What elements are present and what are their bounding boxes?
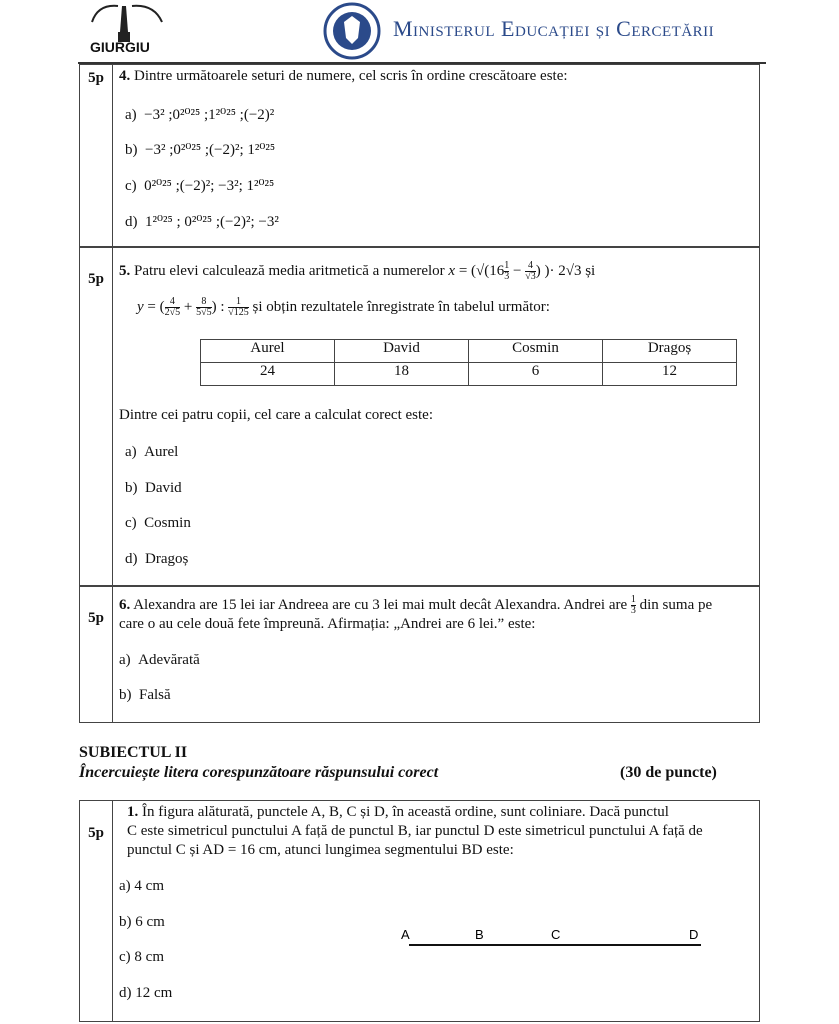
question-prompt: Dintre cei patru copii, cel care a calculat corect este:	[119, 407, 433, 423]
point-a-label: A	[401, 927, 410, 942]
option-a[interactable]: a) −3² ;0²⁰²⁵ ;1²⁰²⁵ ;(−2)²	[125, 107, 275, 123]
question-text-2: C este simetricul punctului A față de punctul B, iar punctul D este simetricul punctului A față de	[127, 823, 703, 839]
option-b[interactable]: b) David	[125, 480, 182, 496]
results-table	[200, 339, 737, 386]
option-c[interactable]: c) Cosmin	[125, 515, 191, 531]
table-header: Cosmin	[469, 340, 603, 363]
question-number: 5.	[119, 262, 131, 279]
government-seal	[322, 2, 382, 60]
section2-question-1-box	[79, 800, 760, 1022]
option-d[interactable]: d) 1²⁰²⁵ ; 0²⁰²⁵ ;(−2)²; −3²	[125, 214, 279, 230]
question-text-cont: din suma pe	[639, 596, 713, 613]
conjunction: și	[585, 262, 596, 279]
points: 5p	[88, 825, 104, 841]
question-number: 1.	[127, 804, 139, 820]
ministry-title: Ministerul Educației și Cercetării	[393, 16, 715, 41]
table-cell: 6	[469, 363, 603, 386]
question-text-2: care o au cele două fete împreună. Afirmația: „Andrei are 6 lei.” este:	[119, 616, 536, 632]
points: 5p	[88, 271, 104, 287]
table-cell: 18	[335, 363, 469, 386]
table-cell: 12	[603, 363, 737, 386]
table-header: Aurel	[201, 340, 335, 363]
option-b[interactable]: b) Falsă	[119, 687, 171, 703]
question-text-2: și obțin rezultatele înregistrate în tabelul următor:	[252, 298, 550, 315]
question-text: Patru elevi calculează media aritmetică a numerelor	[134, 262, 445, 279]
section-points: (30 de puncte)	[620, 764, 717, 781]
section-instruction: Încercuiește litera corespunzătoare răspunsului corect	[79, 764, 439, 781]
logo-name: GIURGIU	[90, 39, 150, 55]
isj-giurgiu-logo	[88, 2, 168, 58]
point-d-label: D	[689, 927, 699, 942]
section-title: SUBIECTUL II	[79, 744, 188, 761]
option-a[interactable]: a) Adevărată	[119, 652, 200, 668]
option-c[interactable]: c) 8 cm	[119, 949, 164, 965]
question-6-box	[79, 585, 760, 723]
option-b[interactable]: b) −3² ;0²⁰²⁵ ;(−2)²; 1²⁰²⁵	[125, 142, 276, 158]
formula-x: x = (√(16 $\frac{1}{3}$ − $\frac{4}{√3}$ ) )· 2√3	[448, 260, 582, 282]
option-b[interactable]: b) 6 cm	[119, 914, 165, 930]
question-text: În figura alăturată, punctele A, B, C și D, în această ordine, sunt coliniare. Dacă punctul	[142, 804, 669, 820]
option-d[interactable]: d) 12 cm	[119, 985, 173, 1001]
question-4-box	[79, 64, 760, 248]
option-a[interactable]: a) 4 cm	[119, 878, 164, 894]
question-number: 6.	[119, 596, 131, 613]
points: 5p	[88, 70, 104, 86]
table-header: Dragoș	[603, 340, 737, 363]
table-header: David	[335, 340, 469, 363]
question-number: 4.	[119, 68, 131, 84]
option-d[interactable]: d) Dragoș	[125, 551, 189, 567]
option-c[interactable]: c) 0²⁰²⁵ ;(−2)²; −3²; 1²⁰²⁵	[125, 178, 275, 194]
option-a[interactable]: a) Aurel	[125, 444, 179, 460]
point-c-label: C	[551, 927, 561, 942]
question-text-3: punctul C și AD = 16 cm, atunci lungimea segmentului BD este:	[127, 842, 514, 858]
question-text: Dintre următoarele seturi de numere, cel scris în ordine crescătoare este:	[134, 68, 568, 84]
question-text: Alexandra are 15 lei iar Andreea are cu 3 lei mai mult decât Alexandra. Andrei are	[133, 596, 628, 613]
point-b-label: B	[475, 927, 484, 942]
table-cell: 24	[201, 363, 335, 386]
formula-y: y = ( $\frac{4}{2√5}$ + $\frac{8}{5√5}$ ) : $\frac{1}{√125}$	[137, 296, 249, 318]
points: 5p	[88, 610, 104, 626]
fraction-one-third: $\frac{1}{3}$	[630, 594, 636, 616]
question-5-box	[79, 246, 760, 587]
collinear-points-figure	[393, 923, 713, 963]
